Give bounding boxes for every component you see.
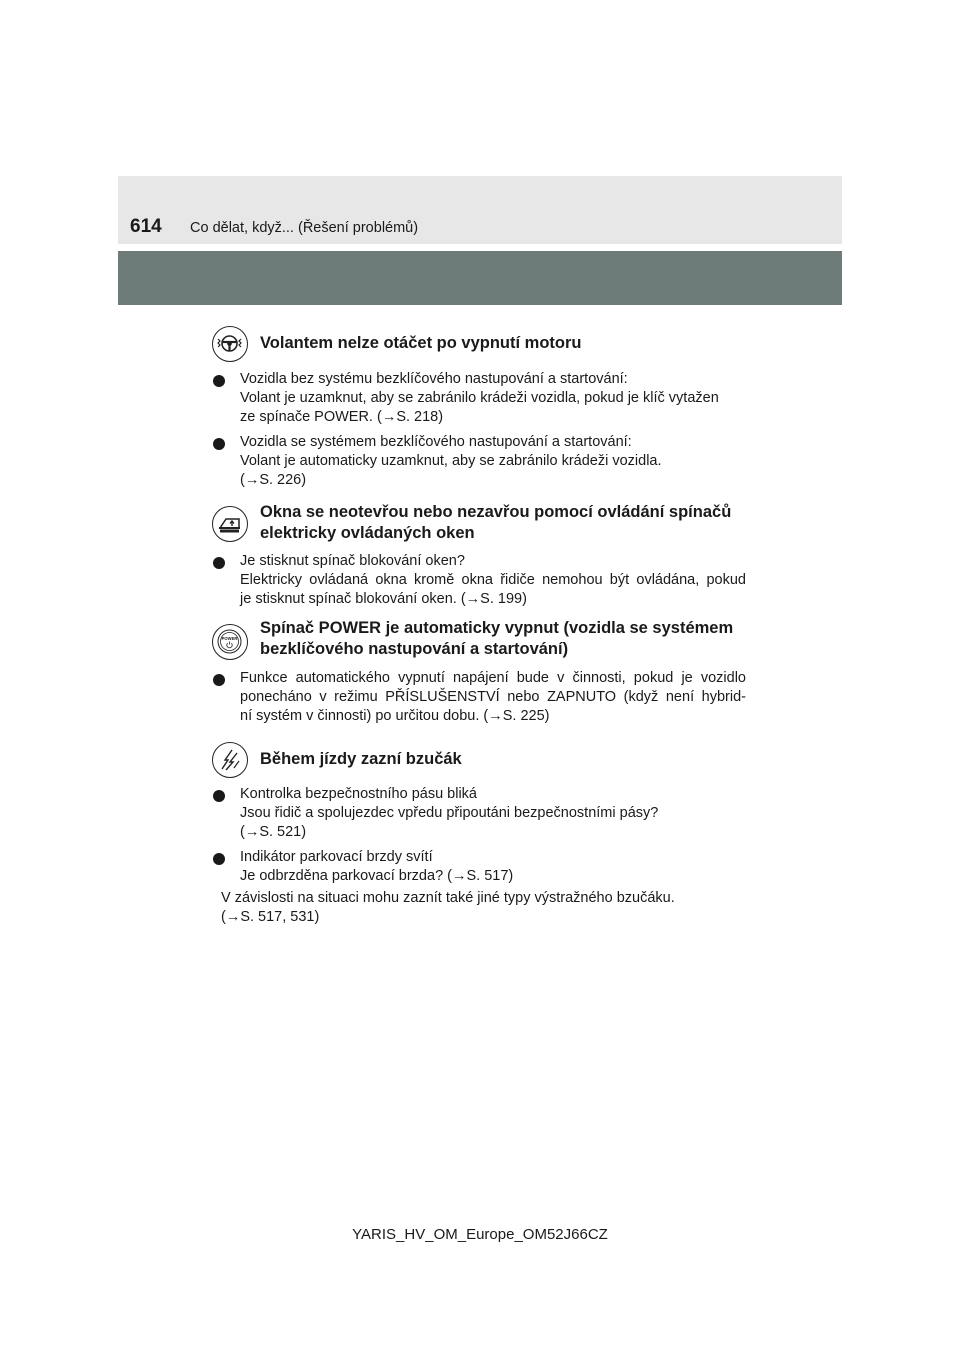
bullet [213,790,225,802]
list-item: Kontrolka bezpečnostního pásu bliká Jsou řidič a spolujezdec vpředu připoutáni bezpečnostními pásy? (→S. 521) [240,786,659,840]
bullet [213,375,225,387]
chapter-title: Co dělat, když... (Řešení problémů) [190,220,419,236]
power-window-icon [212,506,248,542]
section-windows [212,500,752,546]
section-power-switch [212,616,752,662]
list-item: Je stisknut spínač blokování oken? Elektricky ovládaná okna kromě okna řidiče nemohou být ovládána, pokud je stisknut spínač blokování oken. (→S. 199) [240,553,746,607]
note-paragraph: V závislosti na situaci mohu zaznít také jiné typy výstražného bzučáku. (→S. 517, 531) [221,890,675,925]
section-title: Volantem nelze otáčet po vypnutí motoru [260,334,582,352]
section-title: Spínač POWER je automaticky vypnut (vozidla se systémem bezklíčového nastupování a startování) [260,619,734,658]
section-title: Okna se neotevřou nebo nezavřou pomocí ovládání spínačů elektricky ovládaných oken [260,503,732,542]
steering-wheel-lock-icon [212,326,248,362]
list-item: Indikátor parkovací brzdy svítí Je odbrzděna parkovací brzda? (→S. 517) [240,849,514,884]
bullet [213,674,225,686]
bullet [213,853,225,865]
page-number: 614 [130,216,162,237]
list-item: Vozidla bez systému bezklíčového nastupování a startování: Volant je uzamknut, aby se zabránilo krádeži vozidla, pokud je klíč vytažen ze spínače POWER. (→S. 218) [240,371,719,425]
document-code: YARIS_HV_OM_Europe_OM52J66CZ [352,1226,608,1243]
section-steering [212,326,752,366]
power-switch-icon [212,624,248,660]
bullet [213,438,225,450]
header-bar [118,251,842,305]
power-switch-label: POWER [221,636,238,641]
list-item: Funkce automatického vypnutí napájení bude v činnosti, pokud je vozidlo ponecháno v režimu PŘÍSLUŠENSTVÍ nebo ZAPNUTO (když není hybrid- ní systém v činnosti) po určitou dobu. (→S. 225) [240,670,746,724]
buzzer-sound-icon [212,742,248,778]
section-buzzer [212,742,752,782]
list-item: Vozidla se systémem bezklíčového nastupování a startování: Volant je automaticky uzamknut, aby se zabránilo krádeži vozidla. (→S. 226) [240,434,662,488]
bullet [213,557,225,569]
section-title: Během jízdy zazní bzučák [260,750,462,768]
